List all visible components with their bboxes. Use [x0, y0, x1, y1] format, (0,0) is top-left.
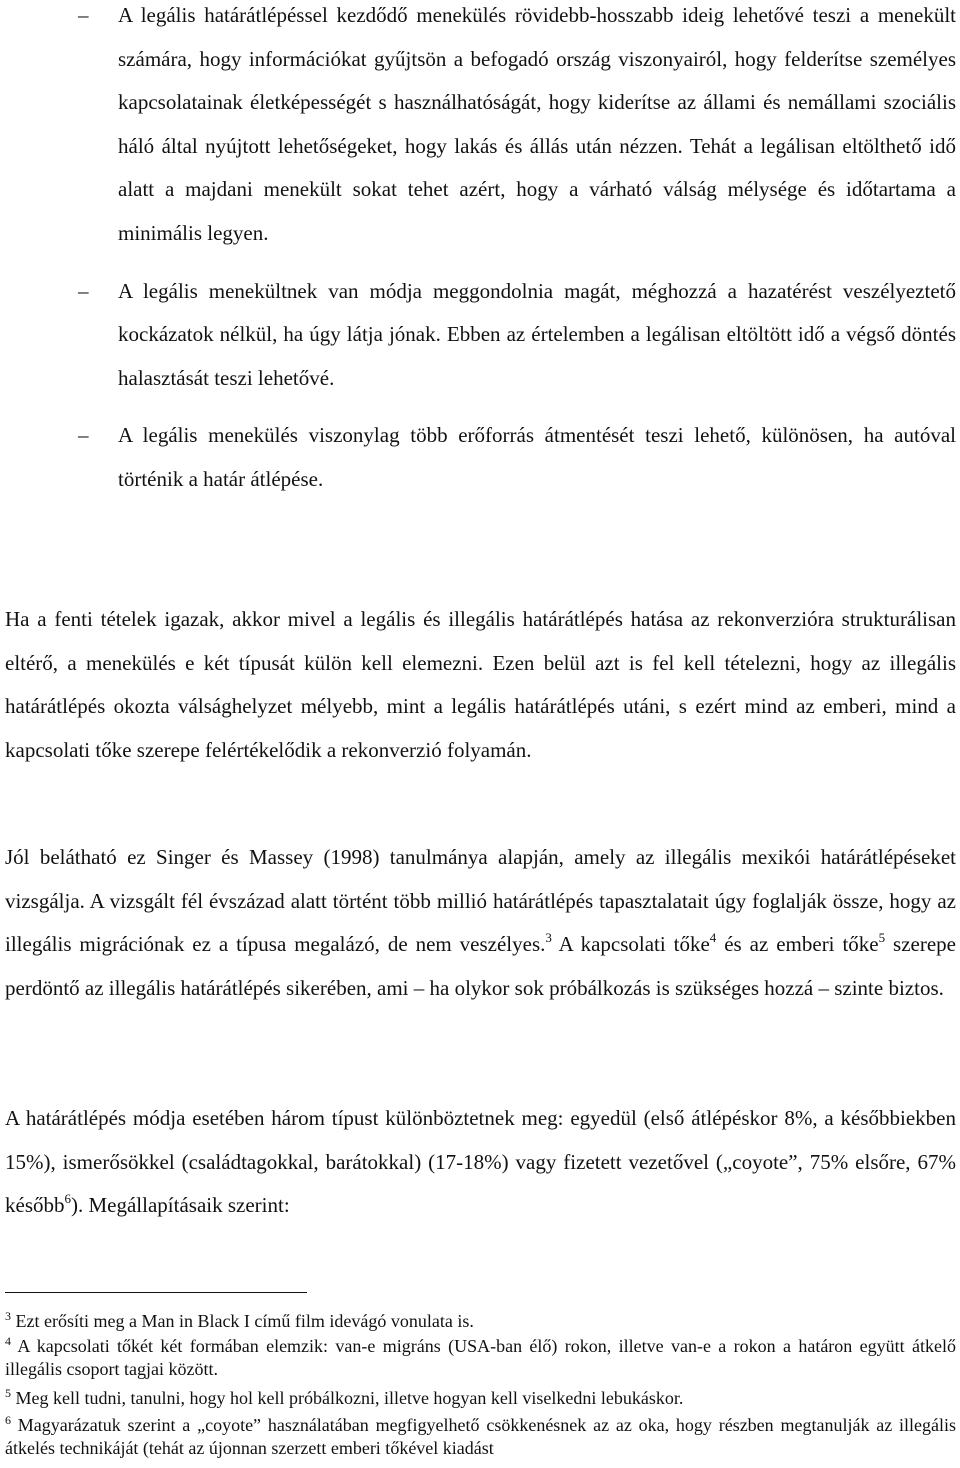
paragraph-text: Jól belátható ez Singer és Massey (1998) tanulmánya alapján, amely az illegális mexikói határátlépéseket vizsgálja. A vizsgált fél évszázad alatt történt több millió határátlépés tapasztalatait úgy foglalják össze, hogy az illegális migrációnak ez a típusa megalázó, de nem veszélyes. [5, 845, 956, 957]
list-item-text: A legális menekülés viszonylag több erőforrás átmentését teszi lehető, különösen, ha autóval történik a határ átlépése. [118, 423, 956, 491]
footnote-number: 5 [5, 1386, 11, 1400]
body-paragraph: Ha a fenti tételek igazak, akkor mivel a legális és illegális határátlépés hatása az rekonverzióra strukturálisan eltérő, a menekülés e két típusát külön kell elemezni. Ezen belül azt is fel kell tételezni, hogy az illegális határátlépés okozta válsághelyzet mélyebb, mint a legális határátlépés utáni, s ezért mind az emberi, mind a kapcsolati tőke szerepe felértékelődik a rekonverzió folyamán. [5, 607, 956, 762]
footnote [5, 1387, 956, 1410]
bullet-list [0, 0, 960, 502]
footnote-text: Ezt erősíti meg a Man in Black I című film idevágó vonulata is. [11, 1311, 474, 1331]
dash-marker: – [78, 423, 89, 448]
body-paragraph [5, 1097, 956, 1228]
footnote-text: A kapcsolati tőkét két formában elemzik: van-e migráns (USA-ban élő) rokon, illetve van-e a rokon a határon együtt átkelő illegális csoport tagjai között. [5, 1336, 956, 1379]
footnote-ref: 5 [878, 930, 886, 946]
footnote-text: Meg kell tudni, tanulni, hogy hol kell próbálkozni, illetve hogyan kell viselkedni lebukáskor. [11, 1388, 684, 1408]
paragraph-text: ). Megállapításaik szerint: [71, 1193, 290, 1218]
dash-marker: – [78, 278, 89, 303]
footnote [5, 1310, 956, 1333]
body-paragraph [5, 836, 956, 1010]
footnote-ref: 6 [64, 1191, 71, 1207]
paragraph-text: A határátlépés módja esetében három típust különböztetnek meg: egyedül (első átlépéskor 8%, a későbbiekben 15%), ismerősökkel (családtagokkal, barátokkal) (17-18%) vagy fizetett vezetővel („coyote”, 75% elsőre, 67% később [5, 1106, 956, 1218]
footnote-ref: 4 [709, 930, 717, 946]
paragraph-text: szerepe perdöntő az illegális határátlépés sikerében, ami – ha olykor sok próbálkozás is szükséges hozzá – szinte biztos. [5, 932, 956, 1000]
dash-marker: – [78, 3, 89, 27]
footnote-text: Magyarázatuk szerint a „coyote” használatában megfigyelhető csökkenésnek az az oka, hogy részben megtanulják az illegális átkelés technikáját (tehát az újonnan szerzett emberi tőkével kiadást [5, 1415, 956, 1458]
list-item [0, 270, 960, 401]
footnote-ref: 3 [545, 930, 552, 946]
footnote [5, 1414, 956, 1460]
list-item [0, 414, 960, 501]
list-item-text: A legális határátlépéssel kezdődő menekülés rövidebb-hosszabb ideig lehetővé teszi a menekült számára, hogy információkat gyűjtsön a befogadó ország viszonyairól, hogy felderítse személyes kapcsolatainak életképességét s használhatóságát, hogy kiderítse az állami és nemállami szociális háló által nyújtott lehetőségeket, hogy lakás és állás után nézzen. Tehát a legálisan eltölthető idő alatt a majdani menekült sokat tehet azért, hogy a várható válság mélysége és időtartama a minimális legyen. [118, 3, 956, 245]
list-item [0, 0, 960, 256]
list-item-text: A legális menekültnek van módja meggondolnia magát, méghozzá a hazatérést veszélyeztető kockázatok nélkül, ha úgy látja jónak. Ebben az értelemben a legálisan eltöltött idő a végső döntés halasztását teszi lehetővé. [118, 278, 956, 390]
footnote-separator [5, 1292, 307, 1293]
footnote [5, 1335, 956, 1381]
paragraph-text: és az emberi tőke [716, 932, 879, 957]
footnote-number: 4 [5, 1334, 11, 1348]
footnote-number: 6 [5, 1413, 11, 1427]
paragraph-text: A kapcsolati tőke [551, 932, 710, 957]
footnote-number: 3 [5, 1309, 11, 1323]
